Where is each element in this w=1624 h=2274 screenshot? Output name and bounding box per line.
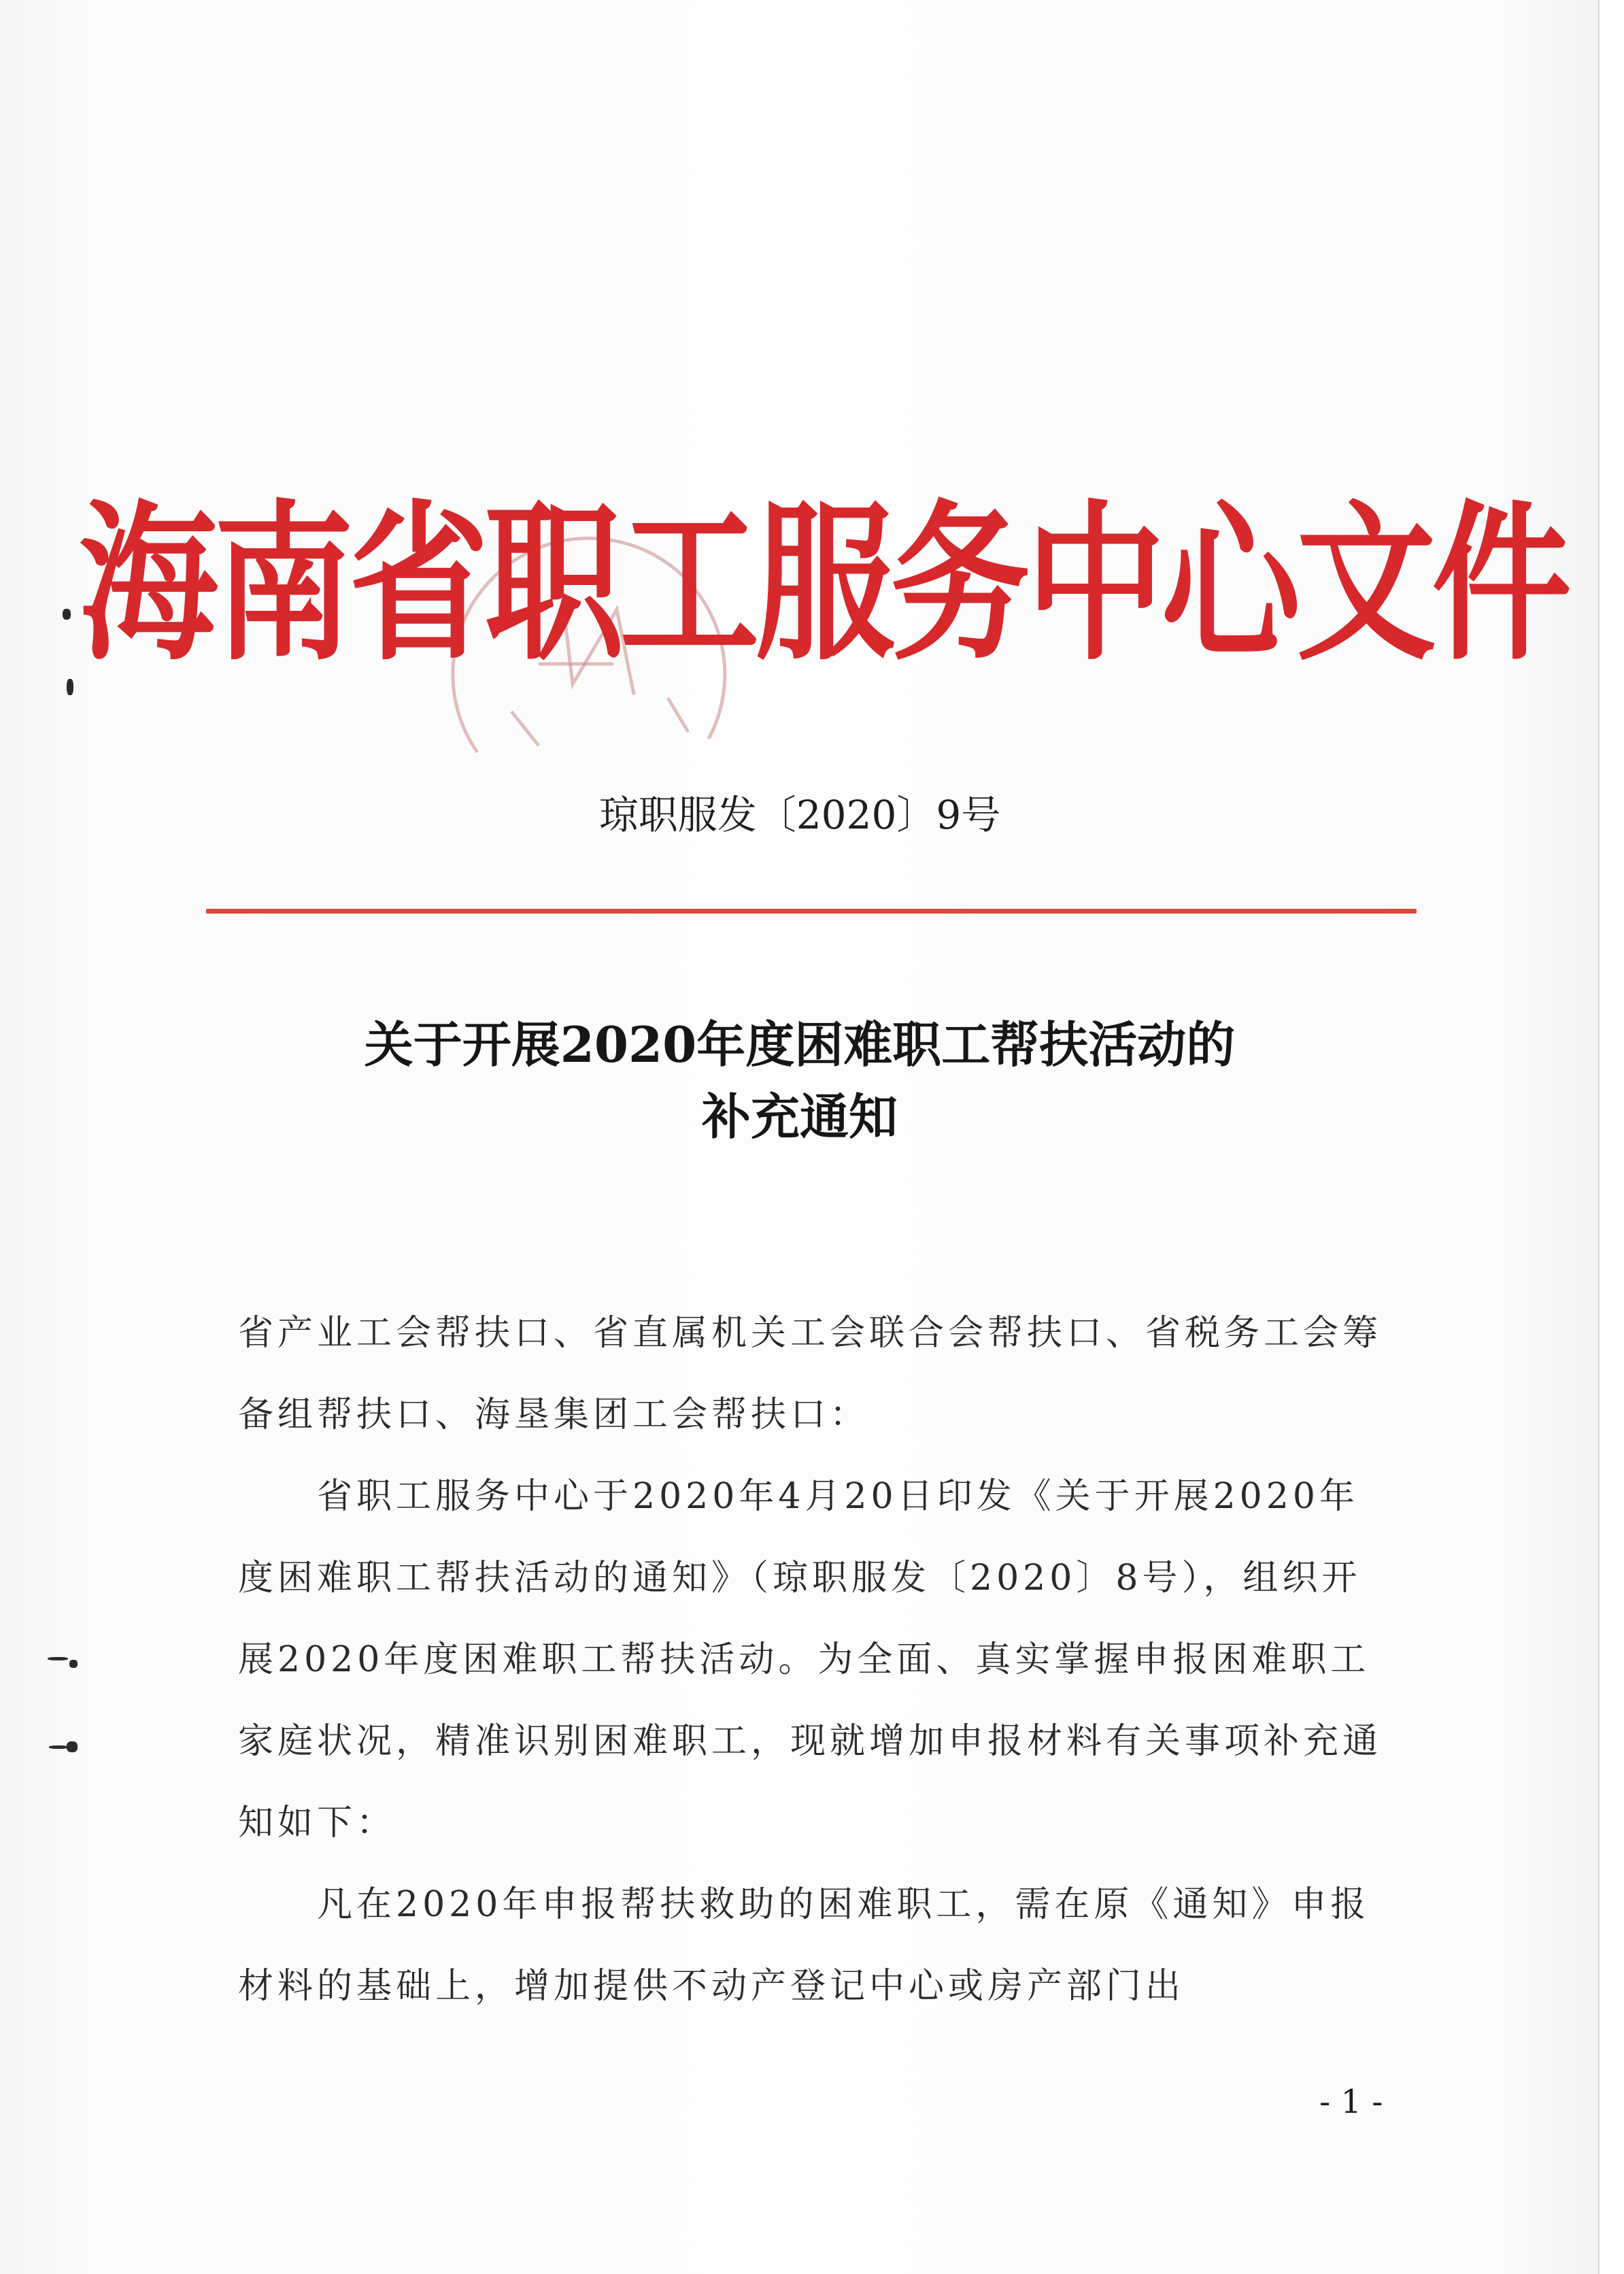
document-body (238, 1292, 1387, 2027)
body-paragraph-1: 省职工服务中心于2020年4月20日印发《关于开展2020年度困难职工帮扶活动的通知》（琼职服发〔2020〕8号），组织开展2020年度困难职工帮扶活动。为全面、真实掌握申报困难职工家庭状况，精准识别困难职工，现就增加申报材料有关事项补充通知如下： (238, 1476, 1383, 1843)
binding-hole-mark (69, 1660, 78, 1668)
document-title-line-2: 补充通知 (701, 1088, 898, 1146)
document-number: 琼职服发〔2020〕9号 (598, 792, 1001, 838)
recipients-line: 省产业工会帮扶口、省直属机关工会联合会帮扶口、省税务工会筹备组帮扶口、海垦集团工会帮扶口： (238, 1313, 1383, 1435)
scan-edge (1598, 0, 1624, 2274)
document-title (0, 1016, 1600, 1146)
binding-hole-mark (67, 1741, 78, 1752)
page-number: - 1 - (1319, 2083, 1383, 2121)
binding-hole-mark (67, 679, 73, 695)
binding-hole-mark (63, 609, 71, 620)
binding-hole-mark (49, 1745, 68, 1749)
body-paragraph-2: 凡在2020年申报帮扶救助的困难职工，需在原《通知》申报材料的基础上，增加提供不动产登记中心或房产部门出 (238, 1884, 1370, 2007)
document-title-line-1: 关于开展2020年度困难职工帮扶活动的 (364, 1016, 1236, 1073)
header-divider (206, 909, 1417, 914)
binding-hole-mark (48, 1657, 68, 1660)
issuer-header: 海南省职工服务中心文件 (78, 486, 1568, 684)
